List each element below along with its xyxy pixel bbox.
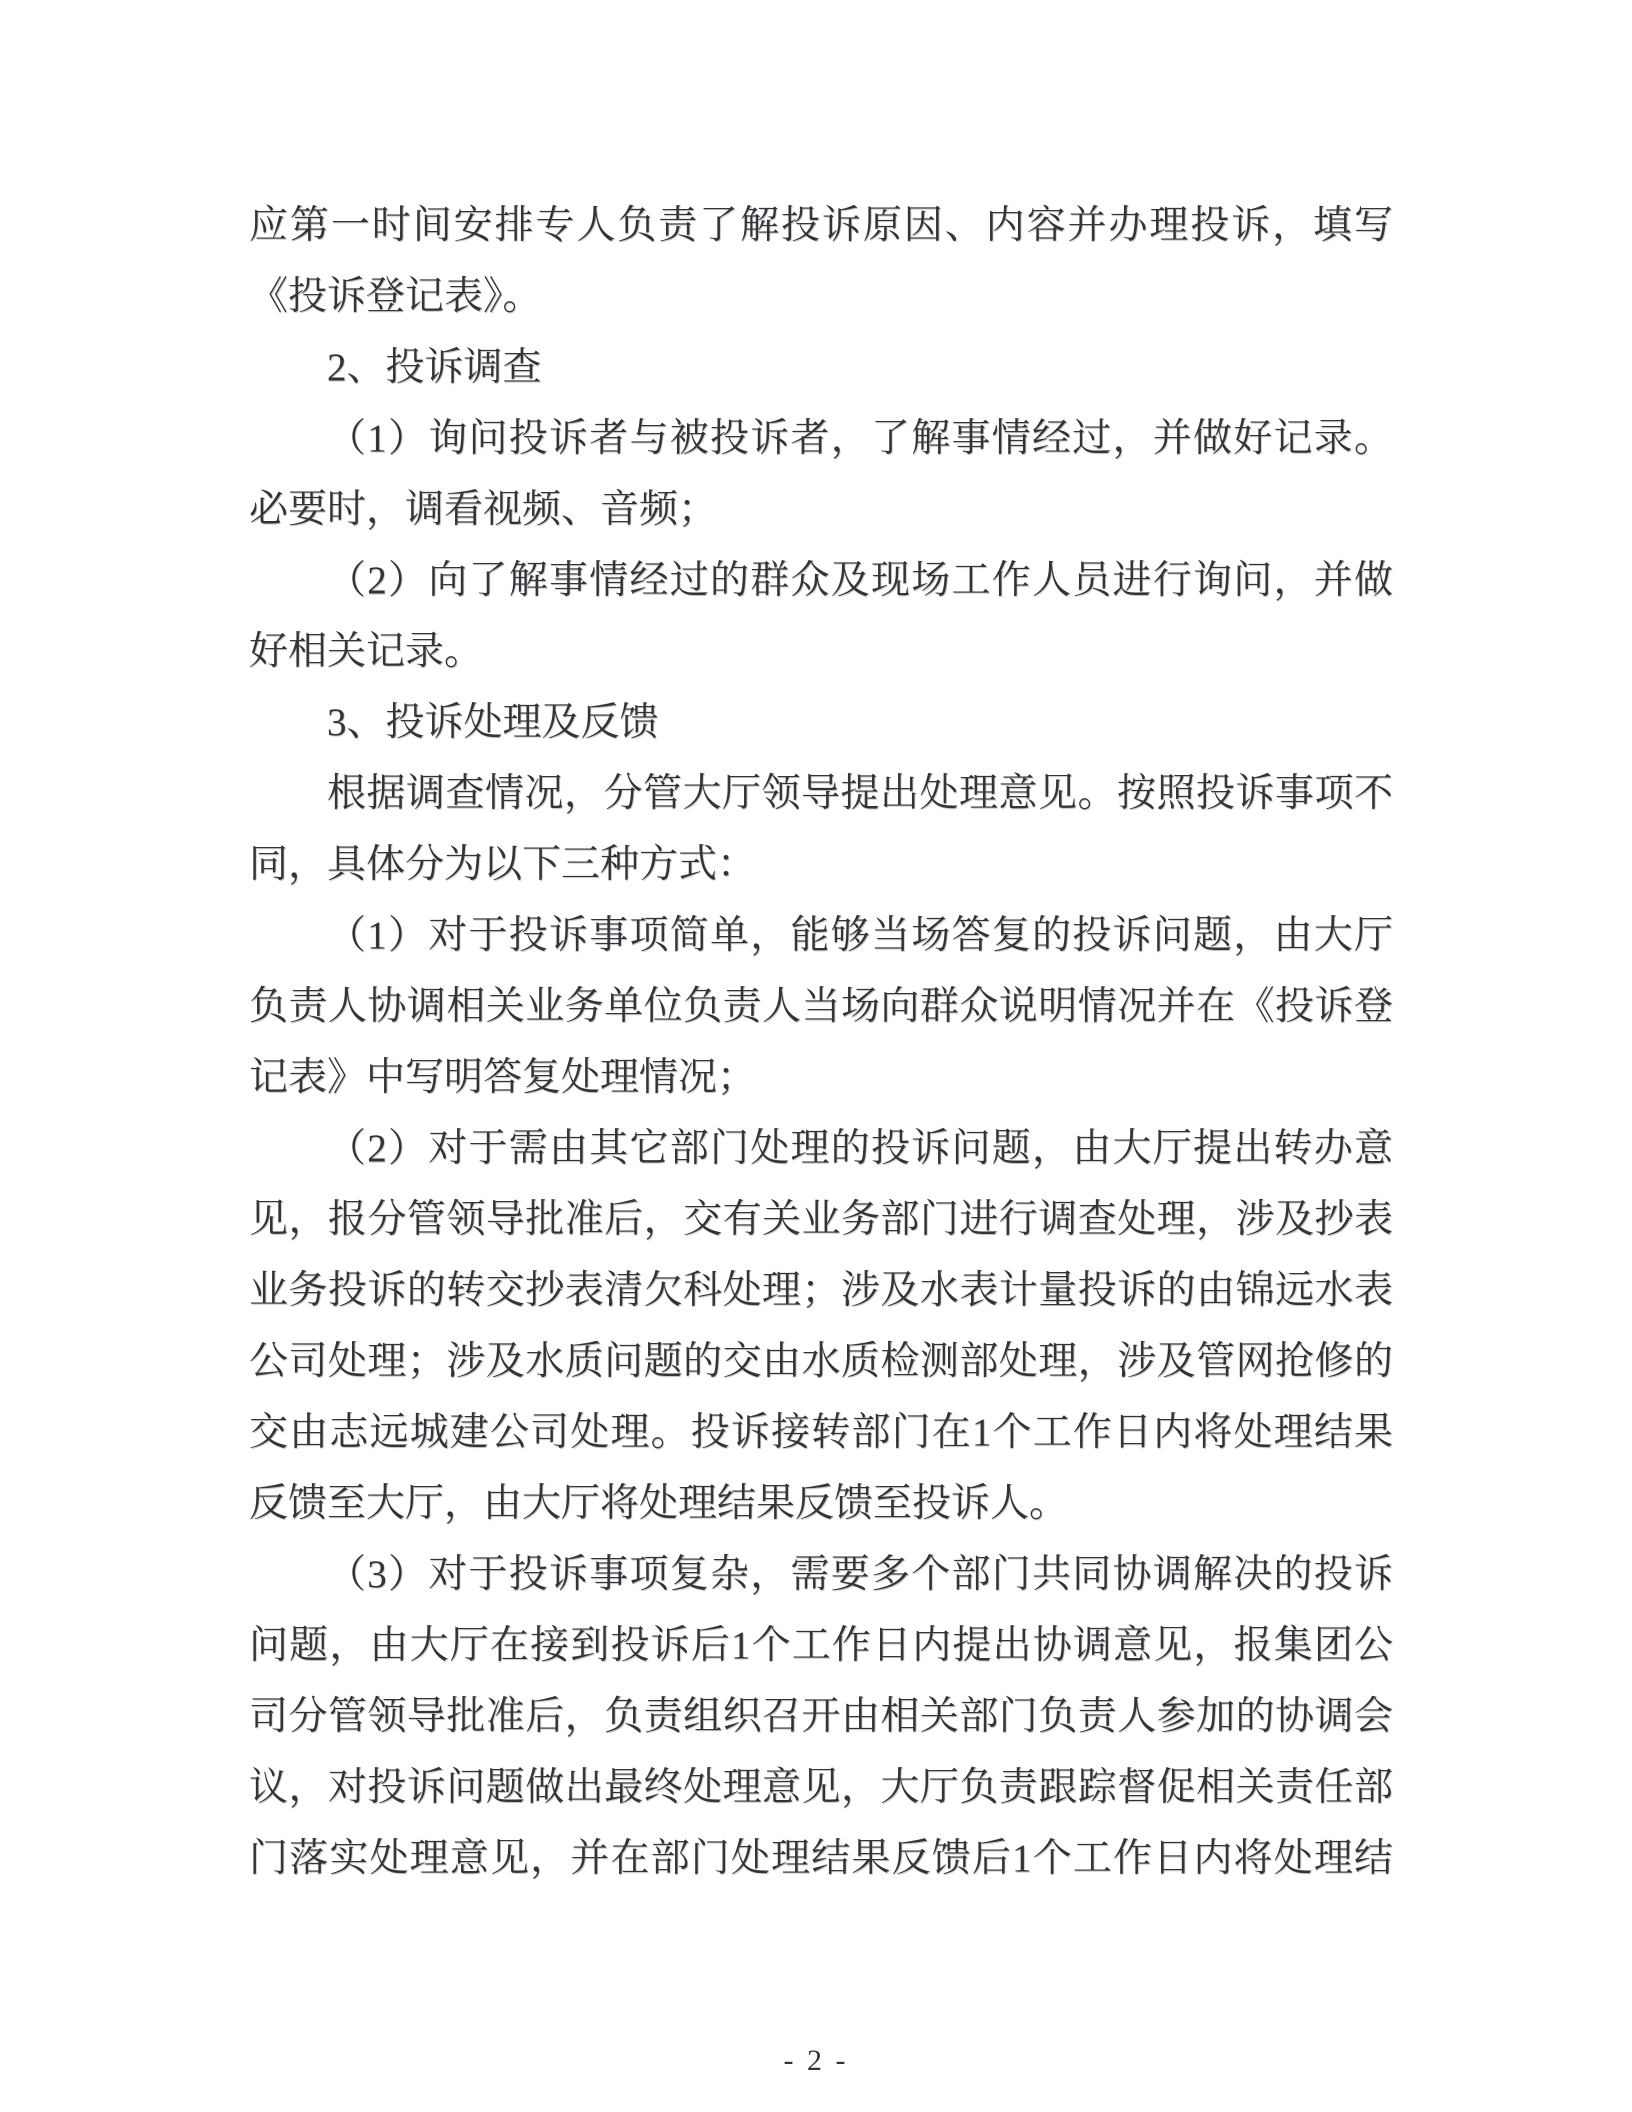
text-line: 业务投诉的转交抄表清欠科处理；涉及水表计量投诉的由锦远水表 bbox=[249, 1269, 1393, 1312]
text-line: （3）对于投诉事项复杂，需要多个部门共同协调解决的投诉 bbox=[327, 1553, 1393, 1596]
text-line: 记表》中写明答复处理情况； bbox=[249, 1056, 757, 1099]
text-line: 门落实处理意见，并在部门处理结果反馈后1个工作日内将处理结 bbox=[249, 1837, 1393, 1880]
text-line: 《投诉登记表》。 bbox=[249, 275, 542, 318]
text-line: （2）对于需由其它部门处理的投诉问题，由大厅提出转办意 bbox=[327, 1127, 1393, 1170]
body-text bbox=[249, 190, 1393, 1894]
text-line: 根据调查情况，分管大厅领导提出处理意见。按照投诉事项不 bbox=[327, 772, 1393, 815]
text-line: 好相关记录。 bbox=[249, 630, 484, 673]
text-line: 司分管领导批准后，负责组织召开由相关部门负责人参加的协调会 bbox=[249, 1695, 1393, 1738]
text-line: 见，报分管领导批准后，交有关业务部门进行调查处理，涉及抄表 bbox=[249, 1198, 1393, 1241]
text-line: 议，对投诉问题做出最终处理意见，大厅负责跟踪督促相关责任部 bbox=[249, 1766, 1393, 1809]
text-line: 同，具体分为以下三种方式： bbox=[249, 843, 757, 886]
text-line: （1）对于投诉事项简单，能够当场答复的投诉问题，由大厅 bbox=[327, 914, 1393, 957]
text-line: 反馈至大厅，由大厅将处理结果反馈至投诉人。 bbox=[249, 1482, 1069, 1525]
text-line: （1）询问投诉者与被投诉者，了解事情经过，并做好记录。 bbox=[327, 417, 1393, 460]
text-line: 交由志远城建公司处理。投诉接转部门在1个工作日内将处理结果 bbox=[249, 1411, 1393, 1454]
text-line: 公司处理；涉及水质问题的交由水质检测部处理，涉及管网抢修的 bbox=[249, 1340, 1393, 1383]
text-line: 问题，由大厅在接到投诉后1个工作日内提出协调意见，报集团公 bbox=[249, 1624, 1393, 1667]
text-line: 2、投诉调查 bbox=[327, 346, 542, 389]
page-number: - 2 - bbox=[783, 2044, 849, 2077]
text-line: （2）向了解事情经过的群众及现场工作人员进行询问，并做 bbox=[327, 559, 1393, 602]
text-line: 应第一时间安排专人负责了解投诉原因、内容并办理投诉，填写 bbox=[249, 204, 1393, 247]
text-line: 负责人协调相关业务单位负责人当场向群众说明情况并在《投诉登 bbox=[249, 985, 1393, 1028]
text-line: 必要时，调看视频、音频； bbox=[249, 488, 718, 531]
text-line: 3、投诉处理及反馈 bbox=[327, 701, 659, 744]
